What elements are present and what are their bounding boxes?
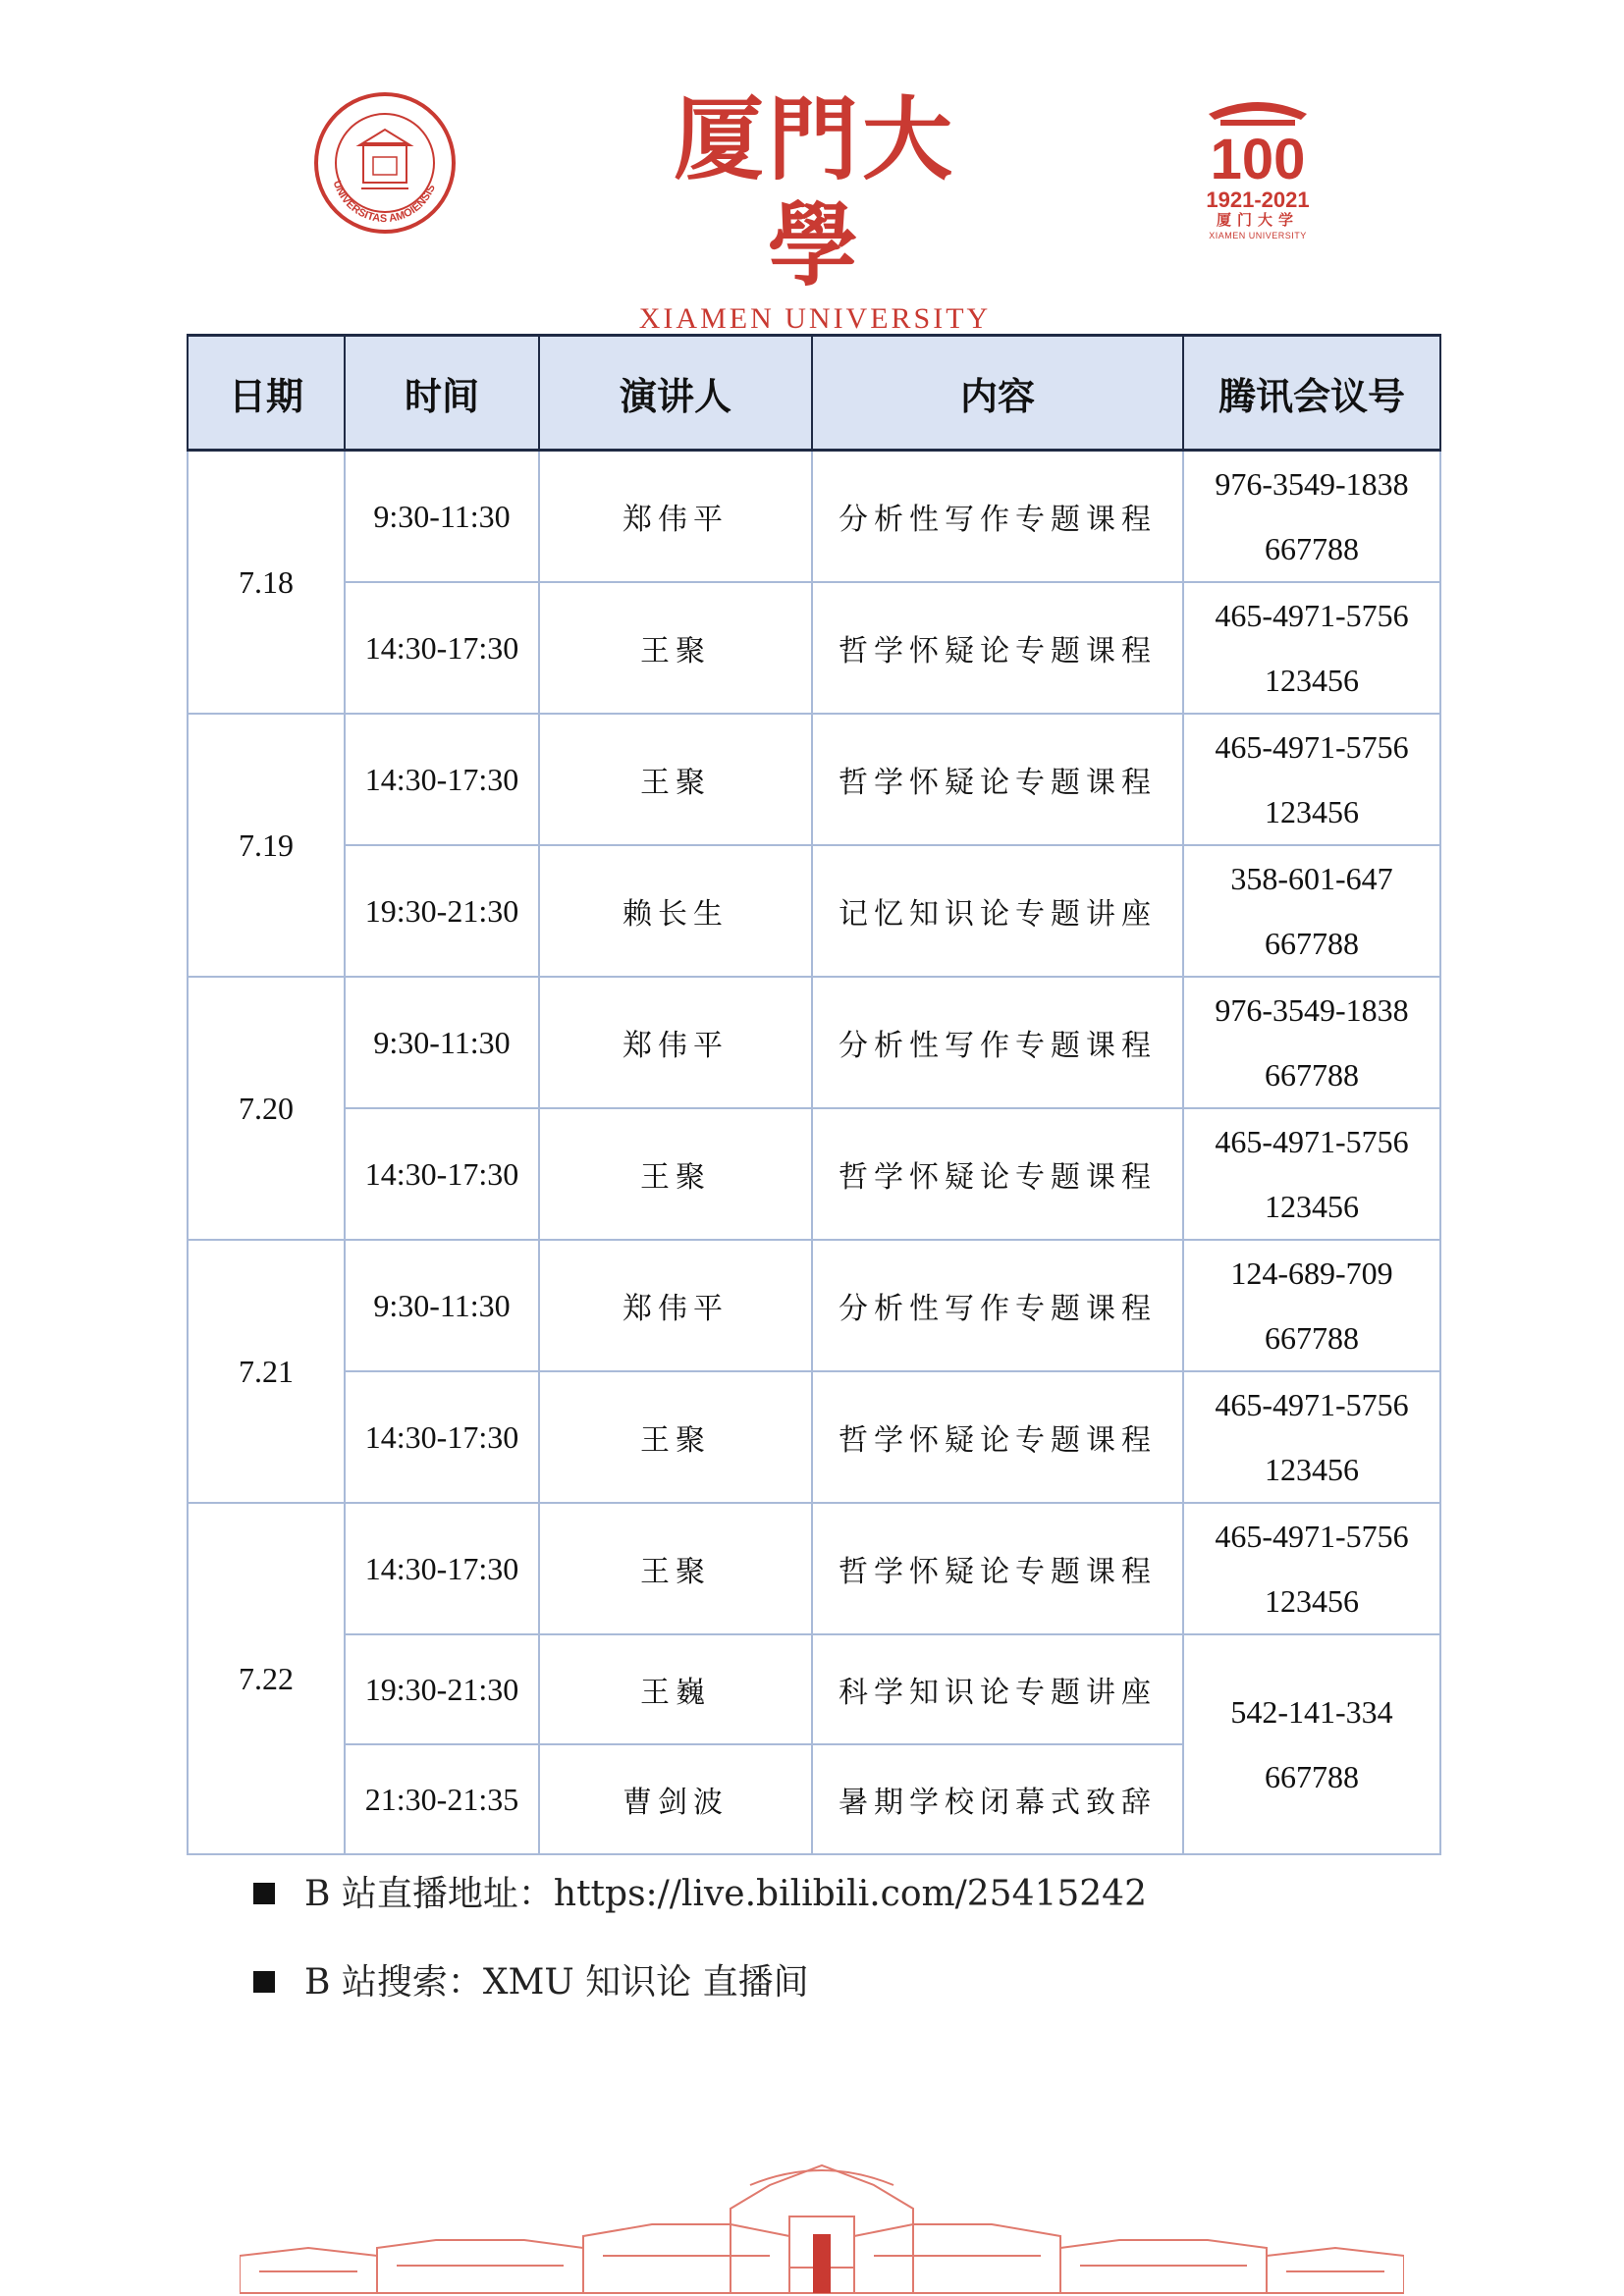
meeting-cell bbox=[1183, 1371, 1440, 1503]
bullet-square-icon bbox=[253, 1883, 275, 1904]
time-cell: 14:30-17:30 bbox=[345, 1108, 539, 1240]
content-cell: 分析性写作专题课程 bbox=[812, 977, 1183, 1108]
table-row bbox=[188, 1240, 1440, 1371]
time-cell: 9:30-11:30 bbox=[345, 1240, 539, 1371]
time-cell: 14:30-17:30 bbox=[345, 582, 539, 714]
bullet-square-icon bbox=[253, 1971, 275, 1993]
meeting-id: 465-4971-5756 bbox=[1215, 1387, 1409, 1422]
campus-skyline-illustration bbox=[240, 2146, 1404, 2296]
header-content: 内容 bbox=[812, 336, 1183, 451]
date-cell: 7.20 bbox=[188, 977, 345, 1240]
meeting-password: 123456 bbox=[1265, 794, 1359, 829]
table-row bbox=[188, 845, 1440, 977]
meeting-cell bbox=[1183, 1503, 1440, 1634]
speaker-cell: 赖长生 bbox=[539, 845, 812, 977]
time-cell: 21:30-21:35 bbox=[345, 1744, 539, 1854]
date-cell: 7.18 bbox=[188, 451, 345, 715]
speaker-cell: 王聚 bbox=[539, 1371, 812, 1503]
header-time: 时间 bbox=[345, 336, 539, 451]
content-cell: 科学知识论专题讲座 bbox=[812, 1634, 1183, 1744]
table-row bbox=[188, 451, 1440, 583]
meeting-id: 358-601-647 bbox=[1230, 861, 1393, 896]
meeting-password: 667788 bbox=[1265, 1320, 1359, 1356]
bilibili-search-hint: B 站搜索：XMU 知识论 直播间 bbox=[304, 1962, 809, 2002]
centennial-logo bbox=[1194, 94, 1322, 241]
bilibili-live-url[interactable]: B 站直播地址：https://live.bilibili.com/25415242 bbox=[304, 1874, 1147, 1914]
seal-text: UNIVERSITAS AMOIENSIS bbox=[330, 179, 438, 226]
time-cell: 14:30-17:30 bbox=[345, 1371, 539, 1503]
date-cell: 7.19 bbox=[188, 714, 345, 977]
campus-building-icon bbox=[240, 2146, 1404, 2296]
table-row bbox=[188, 1634, 1440, 1744]
meeting-password: 123456 bbox=[1265, 663, 1359, 698]
meeting-password: 667788 bbox=[1265, 531, 1359, 566]
meeting-cell bbox=[1183, 1108, 1440, 1240]
meeting-cell bbox=[1183, 1240, 1440, 1371]
university-name-zh: 厦門大學 bbox=[673, 86, 956, 298]
meeting-password: 123456 bbox=[1265, 1583, 1359, 1619]
meeting-password: 667788 bbox=[1265, 926, 1359, 961]
speaker-cell: 郑伟平 bbox=[539, 977, 812, 1108]
page-header bbox=[0, 0, 1624, 335]
table-row bbox=[188, 1108, 1440, 1240]
seal-emblem-icon bbox=[312, 90, 458, 236]
content-cell: 哲学怀疑论专题课程 bbox=[812, 1371, 1183, 1503]
content-cell: 记忆知识论专题讲座 bbox=[812, 845, 1183, 977]
centennial-name-zh: 厦门大学 bbox=[1216, 212, 1299, 229]
speaker-cell: 王聚 bbox=[539, 1503, 812, 1634]
meeting-id: 976-3549-1838 bbox=[1215, 992, 1409, 1028]
centennial-number: 100 bbox=[1210, 128, 1306, 188]
meeting-cell bbox=[1183, 714, 1440, 845]
meeting-id: 465-4971-5756 bbox=[1215, 598, 1409, 633]
date-cell: 7.22 bbox=[188, 1503, 345, 1854]
content-cell: 哲学怀疑论专题课程 bbox=[812, 1503, 1183, 1634]
meeting-id: 465-4971-5756 bbox=[1215, 1519, 1409, 1554]
meeting-cell bbox=[1183, 845, 1440, 977]
speaker-cell: 王聚 bbox=[539, 1108, 812, 1240]
speaker-cell: 郑伟平 bbox=[539, 451, 812, 583]
meeting-password: 123456 bbox=[1265, 1452, 1359, 1487]
date-cell: 7.21 bbox=[188, 1240, 345, 1503]
list-item bbox=[253, 1871, 1432, 1959]
speaker-cell: 王巍 bbox=[539, 1634, 812, 1744]
content-cell: 分析性写作专题课程 bbox=[812, 451, 1183, 583]
meeting-cell bbox=[1183, 1634, 1440, 1854]
time-cell: 19:30-21:30 bbox=[345, 845, 539, 977]
university-wordmark bbox=[628, 86, 1001, 336]
meeting-id: 124-689-709 bbox=[1230, 1255, 1393, 1291]
table-header-row bbox=[188, 336, 1440, 451]
header-date: 日期 bbox=[188, 336, 345, 451]
table-row bbox=[188, 1503, 1440, 1634]
speaker-cell: 王聚 bbox=[539, 582, 812, 714]
time-cell: 9:30-11:30 bbox=[345, 451, 539, 583]
meeting-password: 667788 bbox=[1265, 1759, 1359, 1794]
content-cell: 哲学怀疑论专题课程 bbox=[812, 714, 1183, 845]
time-cell: 9:30-11:30 bbox=[345, 977, 539, 1108]
table-row bbox=[188, 1371, 1440, 1503]
schedule-table bbox=[187, 334, 1441, 1855]
time-cell: 19:30-21:30 bbox=[345, 1634, 539, 1744]
table-row bbox=[188, 977, 1440, 1108]
meeting-cell bbox=[1183, 451, 1440, 583]
meeting-cell bbox=[1183, 582, 1440, 714]
centennial-gate-icon bbox=[1199, 94, 1317, 188]
centennial-years: 1921-2021 bbox=[1206, 187, 1310, 212]
speaker-cell: 郑伟平 bbox=[539, 1240, 812, 1371]
speaker-cell: 王聚 bbox=[539, 714, 812, 845]
meeting-password: 667788 bbox=[1265, 1057, 1359, 1093]
content-cell: 暑期学校闭幕式致辞 bbox=[812, 1744, 1183, 1854]
meeting-id: 465-4971-5756 bbox=[1215, 729, 1409, 765]
meeting-id: 465-4971-5756 bbox=[1215, 1124, 1409, 1159]
meeting-id: 542-141-334 bbox=[1230, 1694, 1393, 1730]
time-cell: 14:30-17:30 bbox=[345, 714, 539, 845]
list-item bbox=[253, 1959, 1432, 2048]
meeting-password: 123456 bbox=[1265, 1189, 1359, 1224]
table-row bbox=[188, 714, 1440, 845]
university-name-en: XIAMEN UNIVERSITY bbox=[638, 302, 992, 335]
centennial-name-en: XIAMEN UNIVERSITY bbox=[1209, 231, 1307, 240]
content-cell: 哲学怀疑论专题课程 bbox=[812, 582, 1183, 714]
notes-list bbox=[253, 1871, 1432, 2048]
content-cell: 分析性写作专题课程 bbox=[812, 1240, 1183, 1371]
meeting-id: 976-3549-1838 bbox=[1215, 466, 1409, 502]
speaker-cell: 曹剑波 bbox=[539, 1744, 812, 1854]
table-row bbox=[188, 582, 1440, 714]
content-cell: 哲学怀疑论专题课程 bbox=[812, 1108, 1183, 1240]
time-cell: 14:30-17:30 bbox=[345, 1503, 539, 1634]
header-speaker: 演讲人 bbox=[539, 336, 812, 451]
university-seal-logo bbox=[312, 90, 458, 236]
meeting-cell bbox=[1183, 977, 1440, 1108]
header-meeting-id: 腾讯会议号 bbox=[1183, 336, 1440, 451]
